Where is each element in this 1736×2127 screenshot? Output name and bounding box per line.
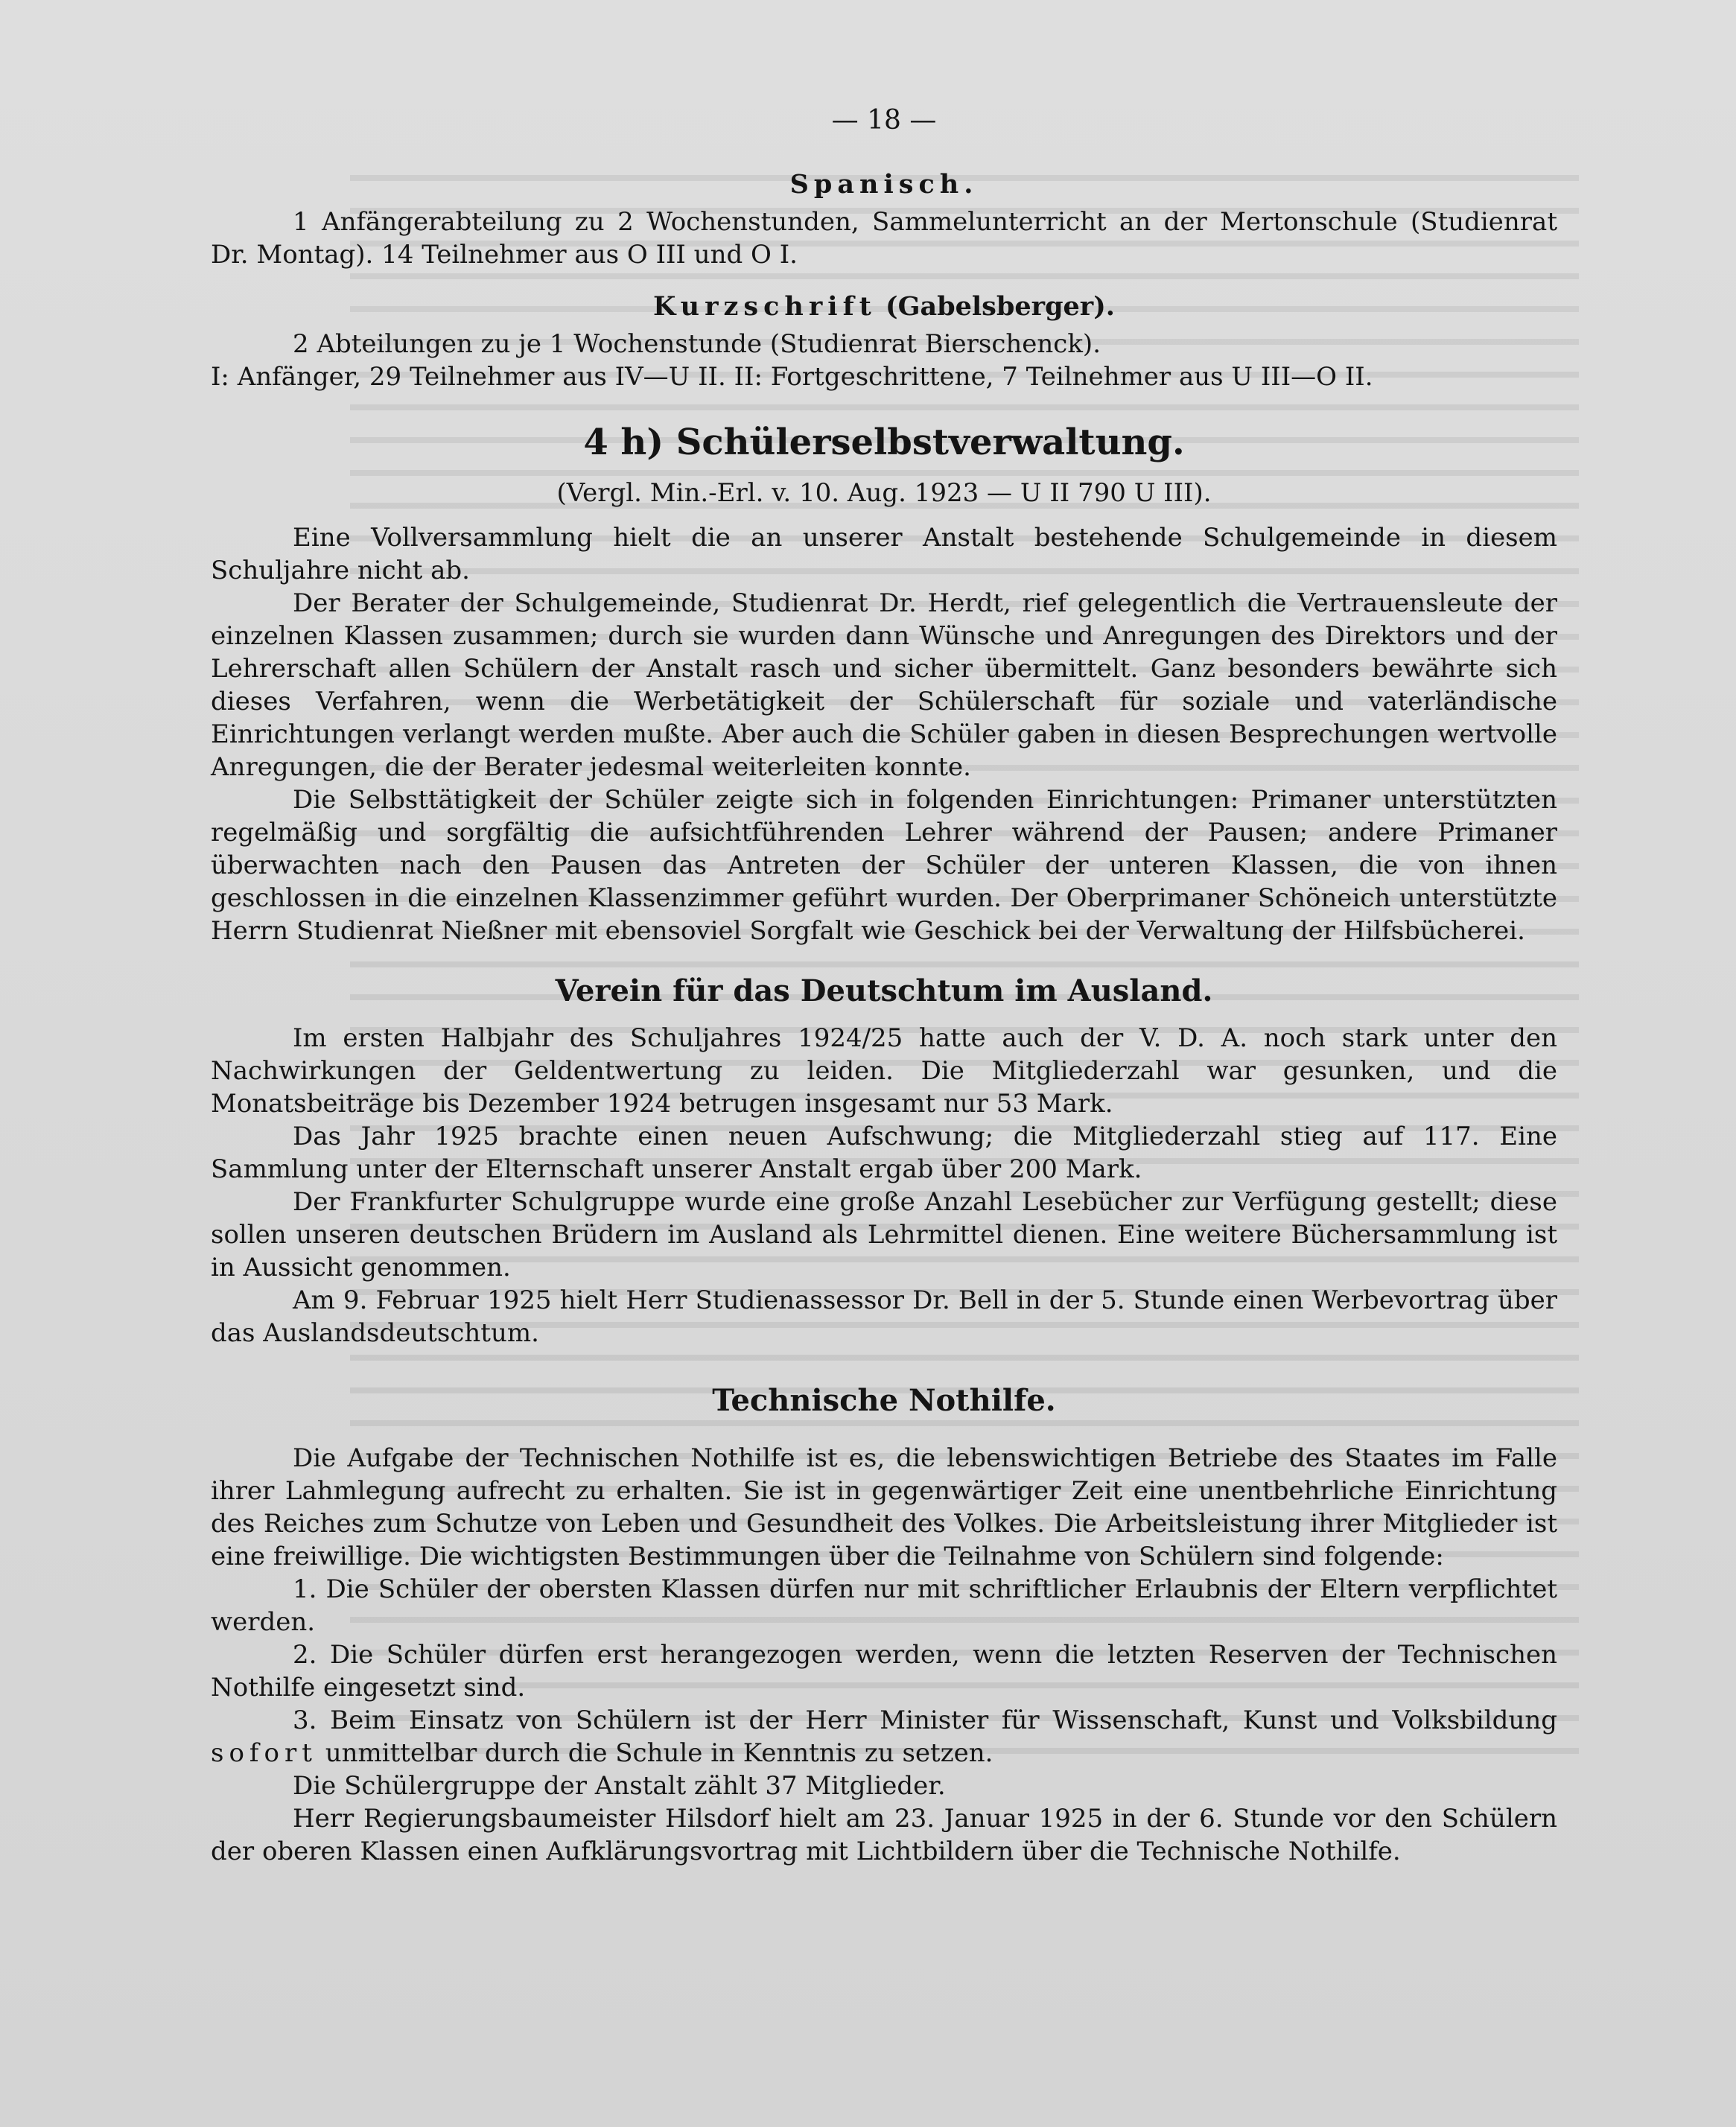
selbstverwaltung-paragraph-3: Die Selbsttätigkeit der Schüler zeigte sich in folgenden Einrichtungen: Primaner unterstützten regelmäßig und sorgfältig die aufsichtführenden Lehrer während der Pausen; andere Primaner überwachten nach den Pausen das Antreten der Schüler der unteren Klassen, die von ihnen geschlossen in die einzelnen Klassenzimmer geführt wurden. Der Oberprimaner Schöneich unterstützte Herrn Studienrat Nießner mit ebensoviel Sorgfalt wie Geschick bei der Verwaltung der Hilfsbücherei.: [211, 785, 1557, 946]
kurzschrift-heading-suffix: (Gabelsberger).: [886, 291, 1115, 322]
nothilfe-item-3-before: 3. Beim Einsatz von Schülern ist der Herr Minister für Wissenschaft, Kunst und Volksbildung: [293, 1705, 1557, 1735]
nothilfe-closing-1: Die Schülergruppe der Anstalt zählt 37 Mitglieder.: [293, 1771, 946, 1801]
verein-paragraph-1: Im ersten Halbjahr des Schuljahres 1924/25 hatte auch der V. D. A. noch stark unter den Nachwirkungen der Geldentwertung zu leiden. Die Mitgliederzahl war gesunken, und die Monatsbeiträge bis Dezember 1924 betrugen insgesamt nur 53 Mark.: [211, 1023, 1557, 1119]
nothilfe-intro: Die Aufgabe der Technischen Nothilfe ist es, die lebenswichtigen Betriebe des Staates im Falle ihrer Lahmlegung aufrecht zu erhalten. Sie ist in gegenwärtiger Zeit eine unentbehrliche Einrichtung des Reiches zum Schutze von Leben und Gesundheit des Volkes. Die Arbeitsleistung ihrer Mitglieder ist eine freiwillige. Die wichtigsten Bestimmungen über die Teilnahme von Schülern sind folgende:: [211, 1443, 1557, 1571]
verein-paragraph-3: Der Frankfurter Schulgruppe wurde eine große Anzahl Lesebücher zur Verfügung gestellt; diese sollen unseren deutschen Brüdern im Ausland als Lehrmittel dienen. Eine weitere Büchersammlung ist in Aussicht genommen.: [211, 1187, 1557, 1282]
nothilfe-item-3: [211, 1704, 1557, 1770]
spanisch-heading: Spanisch.: [789, 169, 979, 200]
spanisch-text: 1 Anfängerabteilung zu 2 Wochenstunden, Sammelunterricht an der Mertonschule (Studienrat Dr. Montag). 14 Teilnehmer aus O III und O I.: [211, 207, 1557, 270]
text-column: [211, 104, 1557, 1868]
nothilfe-item-3-spaced: sofort: [211, 1738, 317, 1768]
verein-heading: Verein für das Deutschtum im Ausland.: [555, 973, 1213, 1008]
nothilfe-item-1: 1. Die Schüler der obersten Klassen dürfen nur mit schriftlicher Erlaubnis der Eltern verpflichtet werden.: [211, 1574, 1557, 1637]
selbstverwaltung-heading: 4 h) Schülerselbstverwaltung.: [583, 422, 1185, 463]
kurzschrift-line-2: I: Anfänger, 29 Teilnehmer aus IV—U II. II: Fortgeschrittene, 7 Teilnehmer aus U III—O II.: [211, 362, 1373, 392]
page-number: — 18 —: [831, 105, 937, 136]
nothilfe-item-2: 2. Die Schüler dürfen erst herangezogen werden, wenn die letzten Reserven der Technischen Nothilfe eingesetzt sind.: [211, 1640, 1557, 1702]
nothilfe-closing-2: Herr Regierungsbaumeister Hilsdorf hielt am 23. Januar 1925 in der 6. Stunde vor den Schülern der oberen Klassen einen Aufklärungsvortrag mit Lichtbildern über die Technische Nothilfe.: [211, 1804, 1557, 1866]
kurzschrift-heading: Kurzschrift: [652, 291, 877, 322]
verein-paragraph-2: Das Jahr 1925 brachte einen neuen Aufschwung; die Mitgliederzahl stieg auf 117. Eine Sammlung unter der Elternschaft unserer Anstalt ergab über 200 Mark.: [211, 1122, 1557, 1184]
nothilfe-heading: Technische Nothilfe.: [712, 1383, 1056, 1418]
selbstverwaltung-paragraph-2: Der Berater der Schulgemeinde, Studienrat Dr. Herdt, rief gelegentlich die Vertrauensleute der einzelnen Klassen zusammen; durch sie wurden dann Wünsche und Anregungen des Direktors und der Lehrerschaft allen Schülern der Anstalt rasch und sicher übermittelt. Ganz besonders bewährte sich dieses Verfahren, wenn die Werbetätigkeit der Schülerschaft für soziale und vaterländische Einrichtungen verlangt werden mußte. Aber auch die Schüler gaben in diesen Besprechungen wertvolle Anregungen, die der Berater jedesmal weiterleiten konnte.: [211, 588, 1557, 782]
nothilfe-list: [211, 1573, 1557, 1770]
kurzschrift-heading-line: [211, 290, 1557, 323]
selbstverwaltung-paragraph-1: Eine Vollversammlung hielt die an unserer Anstalt bestehende Schulgemeinde in diesem Schuljahre nicht ab.: [211, 523, 1557, 585]
selbstverwaltung-reference: (Vergl. Min.-Erl. v. 10. Aug. 1923 — U II 790 U III).: [556, 478, 1212, 508]
kurzschrift-line-1: 2 Abteilungen zu je 1 Wochenstunde (Studienrat Bierschenck).: [293, 329, 1101, 359]
verein-paragraph-4: Am 9. Februar 1925 hielt Herr Studienassessor Dr. Bell in der 5. Stunde einen Werbevortrag über das Auslandsdeutschtum.: [211, 1285, 1557, 1348]
nothilfe-item-3-after: unmittelbar durch die Schule in Kenntnis zu setzen.: [325, 1738, 993, 1768]
